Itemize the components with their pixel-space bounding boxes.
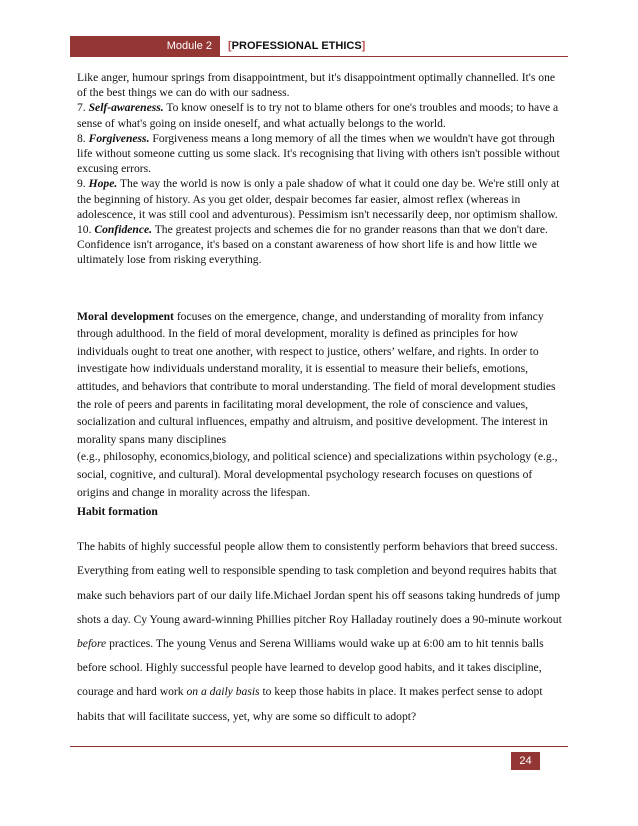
moral-development-section: [77, 308, 565, 522]
header-rule: [70, 56, 568, 57]
item-number: 7.: [77, 101, 89, 115]
module-label: Module 2: [70, 36, 220, 56]
item-number: 9.: [77, 177, 89, 191]
habit-text-b: practices. The young Venus and Serena Williams would wake up at 6:00 am to hit tennis balls before school. Highly successful people have learned to develop good habits, and it takes discipline, courage and hard work: [77, 636, 544, 699]
page-body: [77, 70, 565, 729]
item-term: Confidence.: [94, 223, 153, 237]
item-text: To know oneself is to try not to blame others for one's troubles and moods; to have a sense of what's going on inside oneself, and what actually belongs to the world.: [77, 101, 559, 130]
habit-paragraph: [77, 535, 565, 729]
item-forgiveness: [77, 131, 565, 177]
page-number: 24: [511, 752, 540, 770]
item-term: Self-awareness.: [88, 101, 164, 115]
bracket-close: ]: [361, 40, 366, 52]
header-title: [228, 36, 365, 56]
item-term: Hope.: [88, 177, 118, 191]
item-number: 8.: [77, 131, 89, 145]
item-hope: [77, 176, 565, 222]
moral-development-paragraph-2: (e.g., philosophy, economics,biology, and political science) and specializations within psychology (e.g., social, cognitive, and cultural). Moral developmental psychology research focuses on questions of origins and change in morality across the lifespan.: [77, 450, 558, 499]
page-header: [70, 36, 568, 58]
item-number: 10.: [77, 223, 95, 237]
bracket-open: [: [228, 40, 232, 52]
item-term: Forgiveness.: [88, 131, 150, 145]
virtues-list: [77, 70, 565, 268]
item-confidence: [77, 222, 565, 268]
title-text: PROFESSIONAL ETHICS: [231, 40, 362, 52]
item-text: The way the world is now is only a pale shadow of what it could one day be. We're still only at the beginning of history. As you get older, despair becomes far easier, almost reflex (whereas in adolescence, it was still cool and adventurous). Pessimism isn't necessarily deep, nor optimism shallow.: [77, 177, 560, 221]
item-text: The greatest projects and schemes die for no grander reasons than that we don't dare. Confidence isn't arrogance, it's based on a constant awareness of how short life is and how little we ultimately lose from risking everything.: [77, 223, 548, 267]
item-self-awareness: [77, 100, 565, 130]
habit-formation-section: [77, 535, 565, 729]
moral-development-text: focuses on the emergence, change, and understanding of morality from infancy through adulthood. In the field of moral development, morality is defined as principles for how individuals ought to treat one another, with respect to justice, others’ welfare, and rights. In order to investigate how individuals understand morality, it is essential to measure their beliefs, emotions, attitudes, and behaviors that contribute to moral understanding. The field of moral development studies the role of peers and parents in facilitating moral development, the role of conscience and values, socialization and cultural influences, empathy and altruism, and positive development. The interest in morality spans many disciplines: [77, 309, 556, 446]
moral-development-paragraph: [77, 308, 565, 449]
intro-paragraph: Like anger, humour springs from disappointment, but it's disappointment optimally channelled. It's one of the best things we can do with our sadness.: [77, 71, 556, 100]
footer-rule: [70, 746, 568, 747]
item-text: Forgiveness means a long memory of all the times when we wouldn't have got through life without someone cutting us some slack. It's recognising that living with others isn't possible without excusing errors.: [77, 131, 560, 176]
habit-formation-heading: Habit formation: [77, 505, 158, 519]
moral-development-term: Moral development: [77, 309, 174, 323]
habit-text-c: to keep those habits in place. It makes perfect sense to adopt habits that will facilitate success, yet, why are some so difficult to adopt?: [77, 685, 543, 723]
emphasis-daily-basis: on a daily basis: [186, 685, 260, 699]
habit-text-a: The habits of highly successful people allow them to consistently perform behaviors that breed success. Everything from eating well to responsible spending to task completion and beyond requires habits that make such behaviors part of our daily life.Michael Jordan spent his off seasons taking hundreds of jump shots a day. Cy Young award-winning Phillies pitcher Roy Halladay routinely does a 90-minute workout: [77, 540, 562, 626]
emphasis-before: before: [77, 636, 107, 650]
